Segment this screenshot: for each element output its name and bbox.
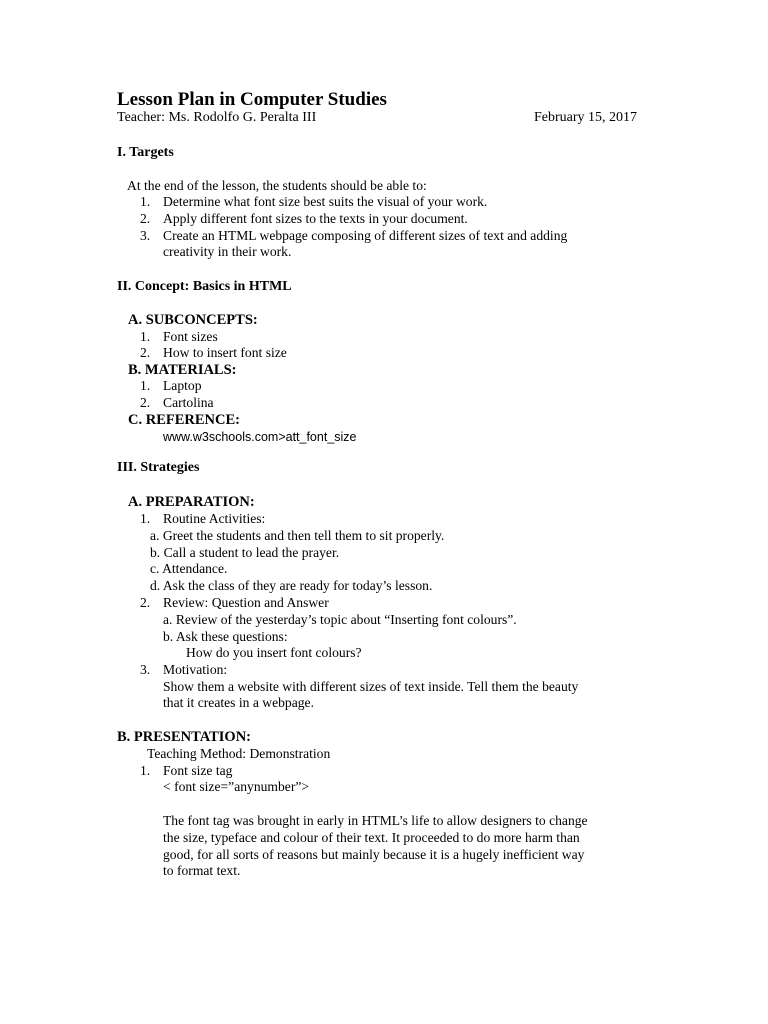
paragraph-line: to format text. (163, 863, 241, 878)
reference-heading: C. REFERENCE: (128, 412, 240, 428)
paragraph-line: good, for all sorts of reasons but mainly because it is a hugely inefficient way (163, 847, 585, 862)
preparation-heading: A. PREPARATION: (128, 494, 255, 510)
motivation-text: that it creates in a webpage. (163, 695, 314, 710)
teaching-method: Teaching Method: Demonstration (147, 746, 331, 761)
concept-heading-label: II. Concept (117, 279, 185, 294)
list-item: Laptop (163, 378, 202, 393)
list-number: 1. (140, 378, 151, 393)
list-number: 1. (140, 329, 151, 344)
date: February 15, 2017 (534, 110, 638, 125)
list-item: Cartolina (163, 395, 214, 410)
list-item: Determine what font size best suits the visual of your work. (163, 194, 488, 209)
list-item: How to insert font size (163, 345, 287, 360)
presentation-heading: B. PRESENTATION: (117, 729, 252, 745)
paragraph-line: The font tag was brought in early in HTML’s life to allow designers to change (163, 813, 588, 828)
list-number: 2. (140, 211, 151, 226)
materials-heading: B. MATERIALS: (128, 362, 237, 378)
list-number: 1. (140, 194, 151, 209)
list-number: 2. (140, 595, 151, 610)
motivation-text: Show them a website with different sizes of text inside. Tell them the beauty (163, 679, 579, 694)
list-number: 3. (140, 662, 151, 677)
list-subitem: d. Ask the class of they are ready for today’s lesson. (150, 578, 433, 593)
list-subitem: c. Attendance. (150, 561, 228, 576)
list-item: Motivation: (163, 662, 228, 677)
paragraph-line: the size, typeface and colour of their text. It proceeded to do more harm than (163, 830, 580, 845)
list-item: Review: Question and Answer (163, 595, 329, 610)
list-number: 1. (140, 511, 151, 526)
targets-heading: I. Targets (117, 145, 174, 160)
list-number: 1. (140, 763, 151, 778)
list-item-continuation: creativity in their work. (163, 244, 292, 259)
list-number: 2. (140, 345, 151, 360)
teacher-line: Teacher: Ms. Rodolfo G. Peralta III (117, 110, 317, 125)
list-subitem: b. Ask these questions: (163, 629, 288, 644)
concept-heading (117, 279, 292, 295)
list-subitem: b. Call a student to lead the prayer. (150, 545, 340, 560)
review-question: How do you insert font colours? (186, 645, 362, 660)
list-number: 2. (140, 395, 151, 410)
list-subitem: a. Greet the students and then tell them to sit properly. (150, 528, 445, 543)
list-number: 3. (140, 228, 151, 243)
list-item: Routine Activities: (163, 511, 266, 526)
list-item: Apply different font sizes to the texts in your document. (163, 211, 468, 226)
page-title: Lesson Plan in Computer Studies (117, 89, 387, 110)
strategies-heading: III. Strategies (117, 460, 200, 475)
reference-link: www.w3schools.com>att_font_size (163, 430, 357, 444)
list-item: Font sizes (163, 329, 218, 344)
concept-heading-topic: : Basics in HTML (184, 279, 292, 294)
targets-intro: At the end of the lesson, the students should be able to: (127, 178, 427, 193)
list-item: Create an HTML webpage composing of different sizes of text and adding (163, 228, 568, 243)
code-snippet: < font size=”anynumber”> (163, 779, 310, 794)
subconcepts-heading: A. SUBCONCEPTS: (128, 312, 258, 328)
list-subitem: a. Review of the yesterday’s topic about “Inserting font colours”. (163, 612, 517, 627)
list-item: Font size tag (163, 763, 233, 778)
